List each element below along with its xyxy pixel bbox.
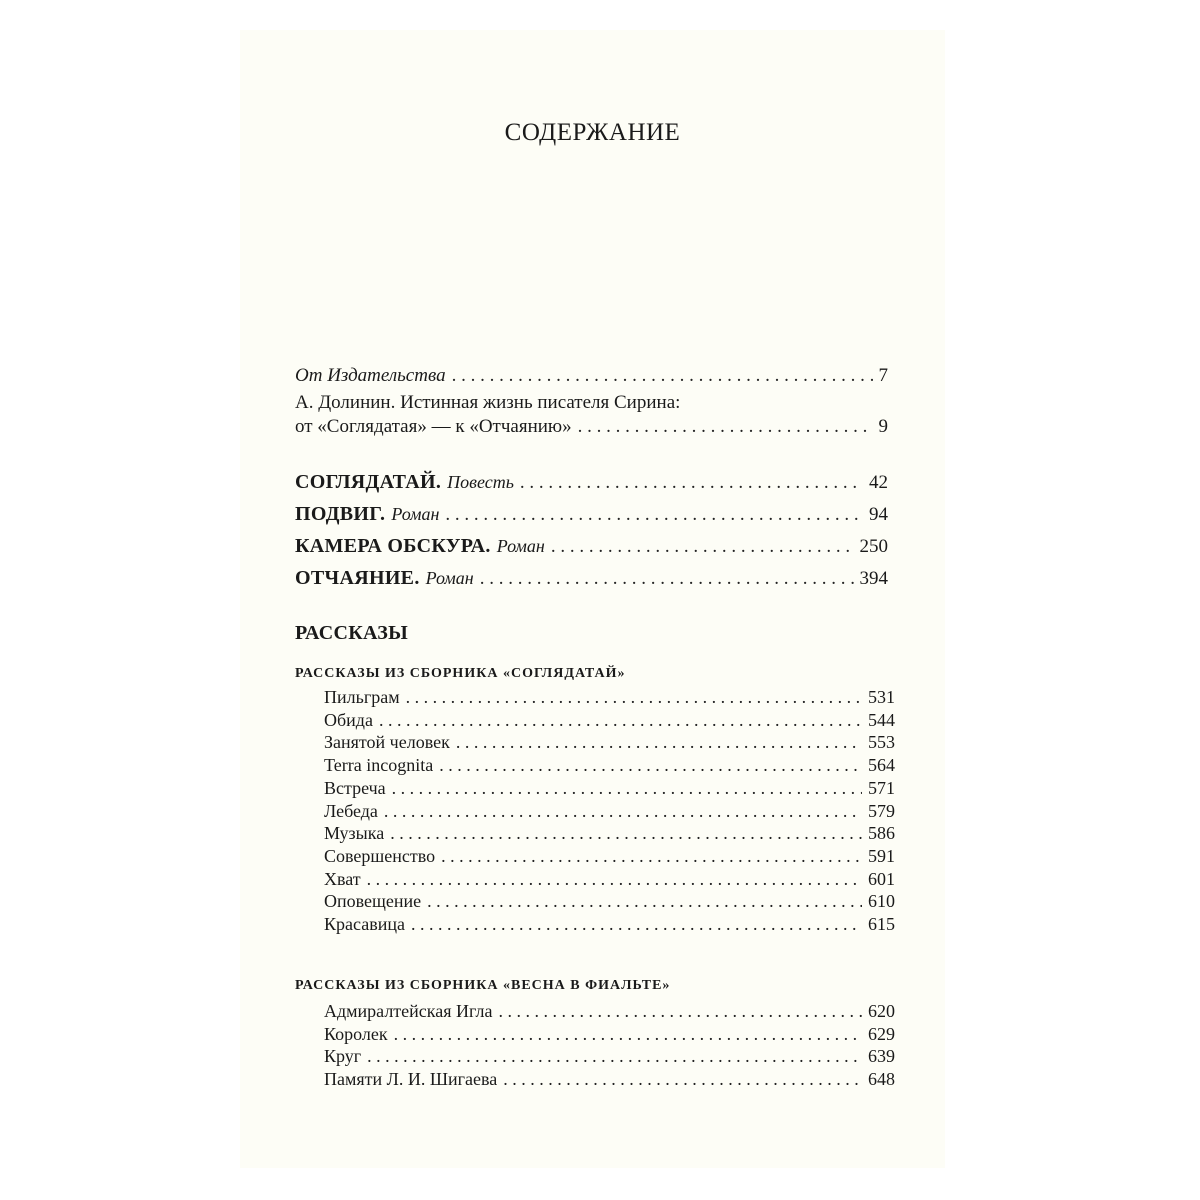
entry-title: СОГЛЯДАТАЙ. bbox=[295, 471, 442, 493]
toc-entry-story[interactable] bbox=[324, 868, 895, 890]
toc-entry-work[interactable] bbox=[295, 471, 888, 494]
page-title: СОДЕРЖАНИЕ bbox=[504, 119, 681, 146]
entry-page: 42 bbox=[869, 472, 888, 493]
entry-title: Оповещение bbox=[324, 891, 422, 912]
entry-author: А. Долинин. bbox=[295, 392, 396, 413]
toc-entry-dolinin-line2[interactable] bbox=[295, 416, 888, 438]
dot-leader bbox=[390, 822, 862, 844]
entry-page: 531 bbox=[868, 687, 895, 707]
entry-title: Королек bbox=[324, 1023, 388, 1044]
entry-page: 579 bbox=[868, 800, 895, 821]
dot-leader bbox=[452, 365, 873, 387]
dot-leader bbox=[551, 536, 854, 558]
dot-leader bbox=[367, 1045, 862, 1067]
entry-page: 7 bbox=[878, 365, 888, 386]
book-page bbox=[240, 30, 945, 1168]
entry-title: Хват bbox=[324, 868, 361, 889]
toc-entry-story[interactable] bbox=[324, 686, 895, 708]
entry-page: 544 bbox=[868, 709, 895, 730]
entry-title-line1: Истинная жизнь писателя Сирина: bbox=[400, 392, 681, 413]
toc-entry-story[interactable] bbox=[324, 754, 895, 776]
section-heading-stories: РАССКАЗЫ bbox=[295, 622, 409, 644]
entry-title: Круг bbox=[324, 1046, 362, 1067]
entry-genre: Роман bbox=[425, 568, 474, 588]
entry-genre: Роман bbox=[496, 536, 545, 556]
toc-entry-story[interactable] bbox=[324, 890, 895, 912]
entry-title: Адмиралтейская Игла bbox=[324, 1001, 493, 1021]
toc-entry-work[interactable] bbox=[295, 535, 888, 558]
toc-entry-dolinin-line1[interactable] bbox=[295, 392, 680, 414]
dot-leader bbox=[379, 709, 862, 731]
dot-leader bbox=[578, 416, 873, 438]
toc-entry-work[interactable] bbox=[295, 567, 888, 590]
entry-page: 564 bbox=[868, 755, 895, 776]
dot-leader bbox=[392, 777, 862, 799]
entry-page: 9 bbox=[878, 416, 888, 437]
dot-leader bbox=[456, 731, 862, 753]
entry-title-line2: от «Соглядатая» — к «Отчаянию» bbox=[295, 416, 572, 437]
entry-title: Лебеда bbox=[324, 800, 378, 821]
toc-entry-work[interactable] bbox=[295, 503, 888, 526]
entry-page: 601 bbox=[868, 868, 895, 889]
dot-leader bbox=[406, 686, 862, 708]
entry-page: 94 bbox=[869, 504, 888, 525]
dot-leader bbox=[367, 868, 862, 890]
collection-heading: РАССКАЗЫ ИЗ СБОРНИКА «ВЕСНА В ФИАЛЬТЕ» bbox=[295, 978, 671, 993]
dot-leader bbox=[384, 800, 862, 822]
toc-entry-story[interactable] bbox=[324, 709, 895, 731]
toc-entry-story[interactable] bbox=[324, 777, 895, 799]
entry-page: 591 bbox=[868, 845, 895, 866]
dot-leader bbox=[445, 504, 863, 526]
entry-title: Terra incognita bbox=[324, 755, 434, 776]
entry-page: 648 bbox=[868, 1069, 895, 1090]
dot-leader bbox=[427, 890, 862, 912]
entry-page: 553 bbox=[868, 732, 895, 753]
entry-title: Музыка bbox=[324, 823, 385, 844]
dot-leader bbox=[439, 754, 862, 776]
entry-page: 571 bbox=[868, 777, 895, 798]
dot-leader bbox=[498, 1000, 862, 1022]
entry-title: Обида bbox=[324, 709, 373, 730]
toc-entry-story[interactable] bbox=[324, 1068, 895, 1090]
toc-entry-story[interactable] bbox=[324, 1023, 895, 1045]
toc-entry-publisher[interactable] bbox=[295, 365, 888, 387]
dot-leader bbox=[441, 845, 862, 867]
entry-title: Встреча bbox=[324, 777, 386, 798]
dot-leader bbox=[411, 913, 862, 935]
collection-heading: РАССКАЗЫ ИЗ СБОРНИКА «СОГЛЯДАТАЙ» bbox=[295, 666, 626, 681]
entry-title: От Издательства bbox=[295, 365, 446, 386]
entry-genre: Повесть bbox=[447, 472, 514, 492]
entry-title: Красавица bbox=[324, 914, 405, 934]
entry-title: Совершенство bbox=[324, 845, 436, 866]
entry-page: 250 bbox=[859, 536, 888, 557]
toc-entry-story[interactable] bbox=[324, 845, 895, 867]
toc-entry-story[interactable] bbox=[324, 913, 895, 935]
entry-page: 629 bbox=[868, 1023, 895, 1044]
toc-entry-story[interactable] bbox=[324, 822, 895, 844]
toc-entry-story[interactable] bbox=[324, 800, 895, 822]
entry-page: 394 bbox=[859, 568, 888, 589]
entry-page: 586 bbox=[868, 823, 895, 844]
dot-leader bbox=[503, 1068, 862, 1090]
toc-entry-story[interactable] bbox=[324, 1000, 895, 1022]
entry-title: Пильграм bbox=[324, 687, 400, 707]
entry-page: 615 bbox=[868, 914, 895, 934]
entry-title: Памяти Л. И. Шигаева bbox=[324, 1069, 498, 1090]
entry-page: 639 bbox=[868, 1046, 895, 1067]
dot-leader bbox=[520, 472, 863, 494]
toc-entry-story[interactable] bbox=[324, 731, 895, 753]
toc-entry-story[interactable] bbox=[324, 1045, 895, 1067]
dot-leader bbox=[480, 568, 854, 590]
entry-page: 610 bbox=[868, 891, 895, 912]
entry-genre: Роман bbox=[391, 504, 440, 524]
entry-page: 620 bbox=[868, 1001, 895, 1021]
entry-title: ОТЧАЯНИЕ. bbox=[295, 567, 420, 589]
entry-title: Занятой человек bbox=[324, 732, 450, 753]
entry-title: КАМЕРА ОБСКУРА. bbox=[295, 535, 491, 557]
entry-title: ПОДВИГ. bbox=[295, 503, 386, 525]
dot-leader bbox=[394, 1023, 862, 1045]
